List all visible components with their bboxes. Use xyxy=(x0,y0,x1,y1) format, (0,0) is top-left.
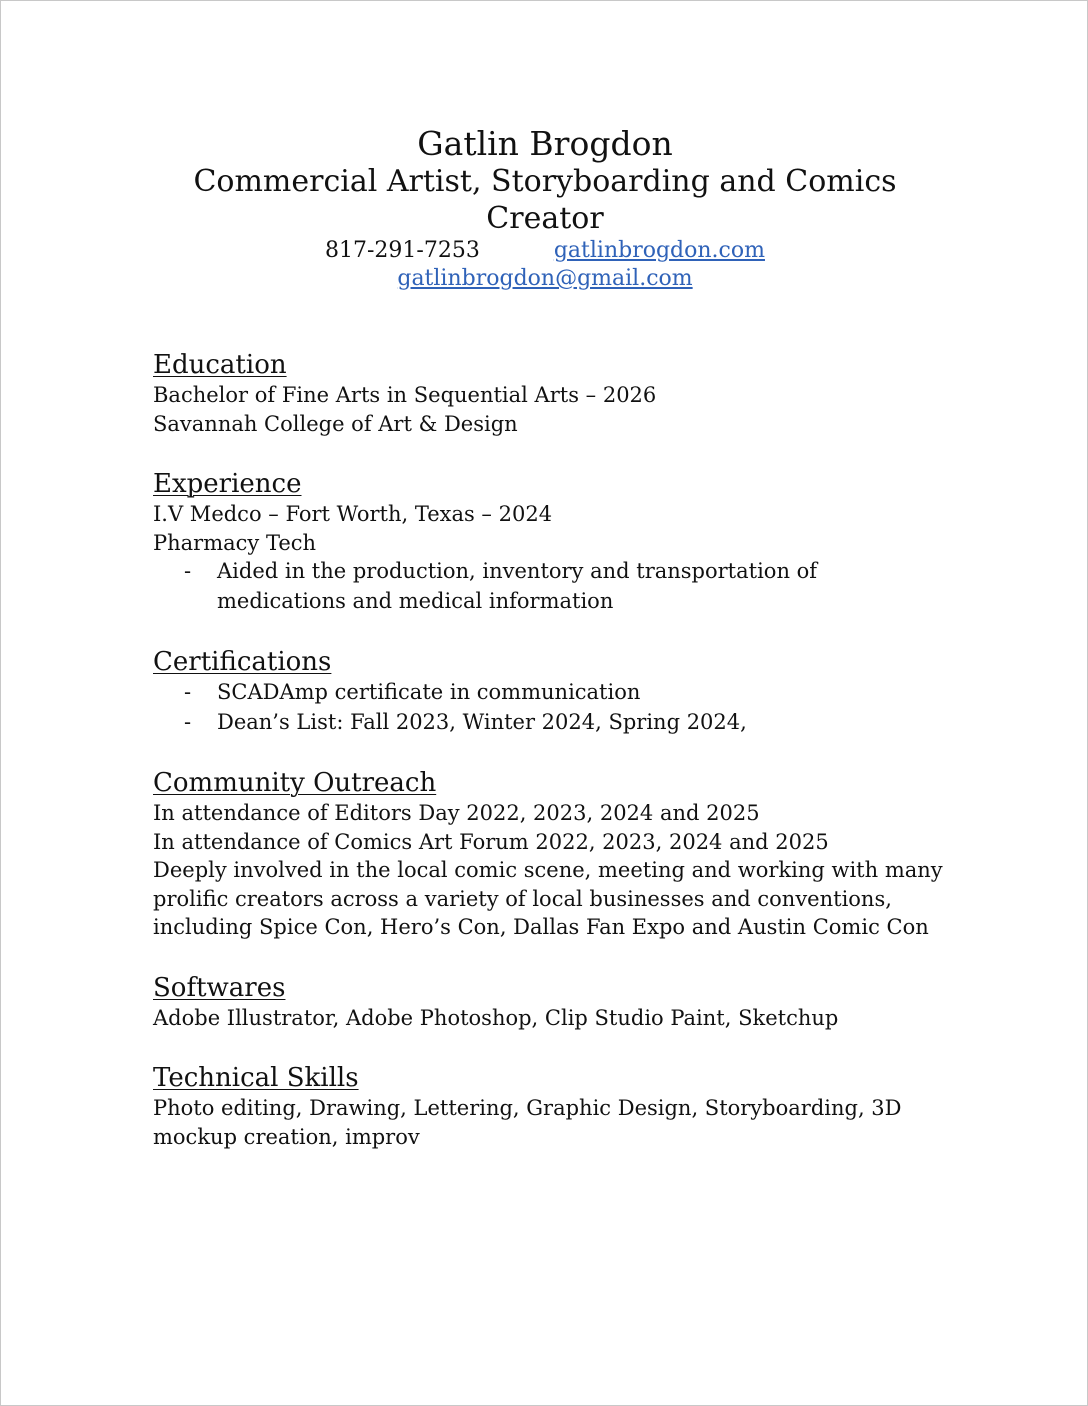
bullet-text: Aided in the production, inventory and transportation of medications and medical information xyxy=(217,559,818,613)
experience-section xyxy=(153,468,953,616)
experience-employer: I.V Medco – Fort Worth, Texas – 2024 xyxy=(153,502,553,526)
resume-header xyxy=(1,125,1088,293)
bullet-marker: - xyxy=(184,680,192,704)
certifications-section xyxy=(153,646,953,737)
certification-bullets xyxy=(153,678,953,737)
outreach-section xyxy=(153,767,953,942)
candidate-name: Gatlin Brogdon xyxy=(417,124,673,163)
softwares-list: Adobe Illustrator, Adobe Photoshop, Clip Studio Paint, Sketchup xyxy=(153,1005,839,1030)
softwares-section xyxy=(153,972,953,1033)
list-item xyxy=(153,557,953,616)
skills-section xyxy=(153,1062,953,1151)
website-link[interactable]: gatlinbrogdon.com xyxy=(553,238,765,263)
candidate-title: Commercial Artist, Storyboarding and Comics Creator xyxy=(193,164,897,236)
experience-role: Pharmacy Tech xyxy=(153,530,317,555)
resume-body xyxy=(153,349,953,1181)
section-heading-education: Education xyxy=(153,350,287,380)
education-school: Savannah College of Art & Design xyxy=(153,411,518,436)
list-item xyxy=(153,678,953,708)
email-link[interactable]: gatlinbrogdon@gmail.com xyxy=(397,266,693,291)
outreach-paragraph: Deeply involved in the local comic scene, meeting and working with many prolific creators across a variety of local businesses and conventions, including Spice Con, Hero’s Con, Dallas Fan Expo and Austin Comic Con xyxy=(153,858,943,939)
education-section xyxy=(153,349,953,438)
outreach-line: In attendance of Editors Day 2022, 2023, 2024 and 2025 xyxy=(153,801,760,825)
list-item xyxy=(153,708,953,738)
section-heading-softwares: Softwares xyxy=(153,972,286,1003)
skills-list: Photo editing, Drawing, Lettering, Graphic Design, Storyboarding, 3D mockup creation, improv xyxy=(153,1096,902,1149)
email-row xyxy=(1,265,1088,293)
experience-bullets xyxy=(153,557,953,616)
bullet-marker: - xyxy=(184,559,192,583)
phone-number: 817-291-7253 xyxy=(325,238,480,263)
bullet-marker: - xyxy=(184,709,192,734)
section-heading-skills: Technical Skills xyxy=(153,1063,359,1093)
contact-row xyxy=(1,237,1088,265)
education-degree: Bachelor of Fine Arts in Sequential Arts – 2026 xyxy=(153,383,657,407)
bullet-text: Dean’s List: Fall 2023, Winter 2024, Spring 2024, xyxy=(217,709,747,734)
bullet-text: SCADAmp certificate in communication xyxy=(217,680,641,704)
section-heading-certifications: Certifications xyxy=(153,647,332,677)
outreach-line: In attendance of Comics Art Forum 2022, 2023, 2024 and 2025 xyxy=(153,829,829,854)
section-heading-experience: Experience xyxy=(153,469,302,499)
section-heading-outreach: Community Outreach xyxy=(153,768,437,798)
